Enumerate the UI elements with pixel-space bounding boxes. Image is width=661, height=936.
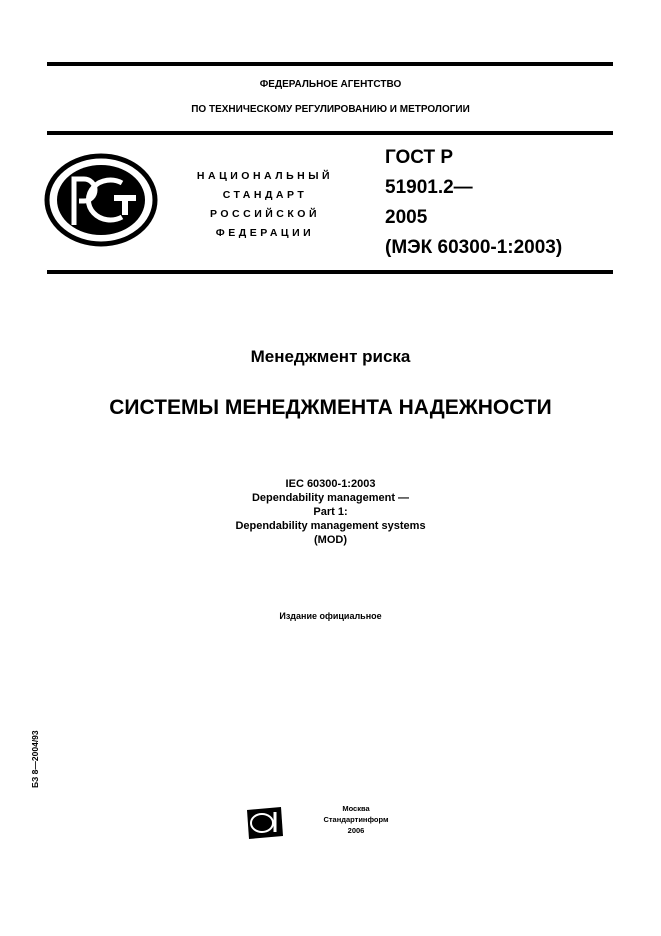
agency-line-2: ПО ТЕХНИЧЕСКОМУ РЕГУЛИРОВАНИЮ И МЕТРОЛОГИИ bbox=[191, 104, 470, 115]
designation-line: ГОСТ Р bbox=[385, 147, 454, 168]
national-standard-label bbox=[170, 167, 360, 243]
source-line: Part 1: bbox=[313, 506, 348, 518]
publisher-year: 2006 bbox=[347, 826, 365, 835]
source-standard bbox=[0, 477, 661, 547]
title-main: СИСТЕМЫ МЕНЕДЖМЕНТА НАДЕЖНОСТИ bbox=[109, 396, 552, 419]
top-rule bbox=[47, 62, 613, 66]
source-line: (MOD) bbox=[314, 534, 347, 546]
source-line: Dependability management — bbox=[251, 492, 410, 504]
nat-line: ФЕДЕРАЦИИ bbox=[215, 227, 315, 239]
edition-label: Издание официальное bbox=[279, 611, 382, 621]
designation-line: 51901.2— bbox=[385, 177, 473, 198]
nat-line: НАЦИОНАЛЬНЫЙ bbox=[196, 170, 334, 182]
source-line: IEC 60300-1:2003 bbox=[285, 478, 376, 490]
agency-line-1: ФЕДЕРАЛЬНОЕ АГЕНТСТВО bbox=[259, 79, 402, 90]
source-line: Dependability management systems bbox=[235, 520, 426, 532]
publisher bbox=[316, 803, 396, 836]
designation-line: 2005 bbox=[385, 207, 428, 228]
publisher-name: Стандартинформ bbox=[323, 815, 389, 824]
publisher-logo bbox=[245, 806, 285, 840]
bottom-rule bbox=[47, 270, 613, 274]
designation-line: (МЭК 60300-1:2003) bbox=[385, 237, 563, 258]
nat-line: СТАНДАРТ bbox=[222, 189, 308, 201]
gost-r-logo bbox=[44, 153, 158, 247]
publisher-city: Москва bbox=[342, 804, 370, 813]
nat-line: РОССИЙСКОЙ bbox=[210, 208, 320, 220]
header-rule bbox=[47, 131, 613, 135]
title-group: Менеджмент риска bbox=[250, 347, 411, 366]
standard-designation bbox=[385, 143, 562, 263]
side-code: БЗ 8—2004/93 bbox=[30, 730, 40, 788]
